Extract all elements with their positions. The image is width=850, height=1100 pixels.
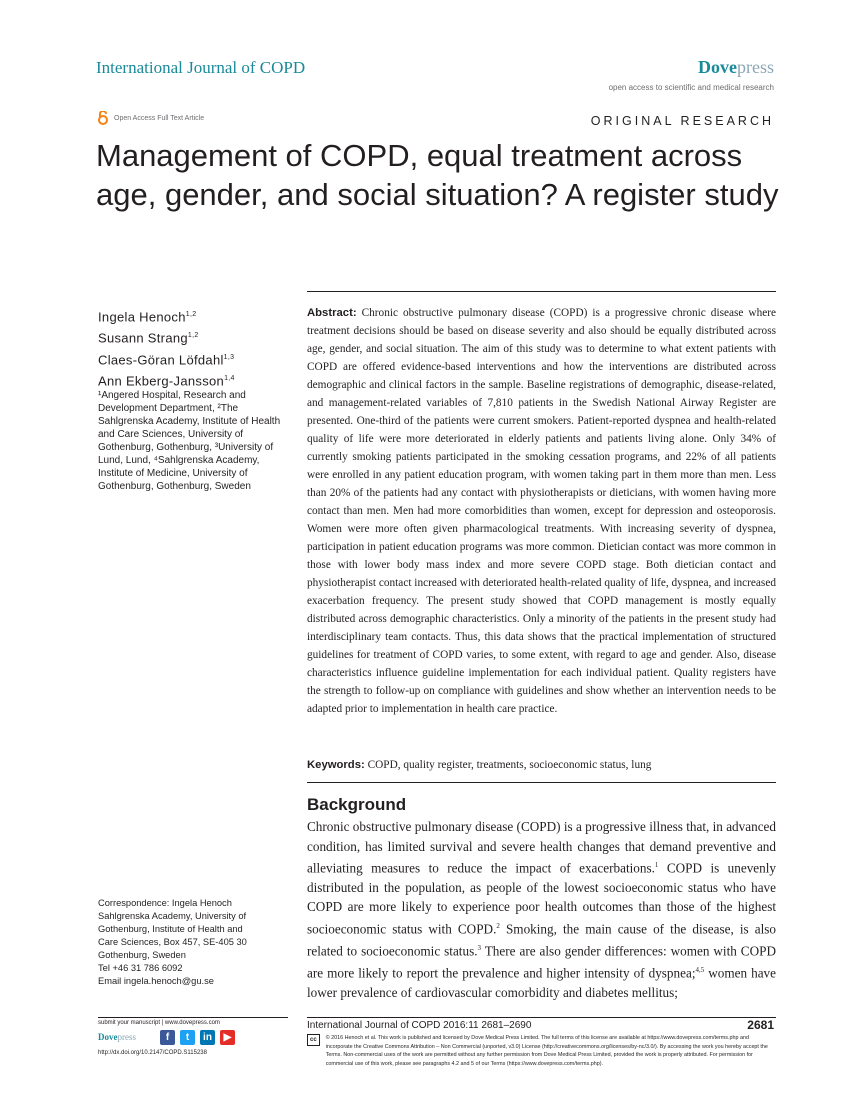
journal-name[interactable]: International Journal of COPD bbox=[96, 58, 306, 77]
correspondence: Correspondence: Ingela Henoch Sahlgrenska Academy, University of Gothenburg, Institute of Health and Care Sciences, Box 457, SE-405 30 Gothenburg, Sweden Tel +46 31 786 6092 Email ingela.henoch@gu.se bbox=[98, 897, 288, 988]
license-notice: cc © 2016 Henoch et al. This work is published and licensed by Dove Medical Press Limited. The full terms of this license are available at https://www.dovepress.com/terms.php and incorporate the Creative Commons Attribution – Non Commercial (unported, v3.0) License (http://creativecommons.org/licenses/by-nc/3.0/). By accessing the work you hereby accept the Terms. Non-commercial uses of the work are permitted without any further permission from Dove Medical Press Limited, provided the work is properly attributed. For permission for commercial use of this work, please see paragraphs 4.2 and 5 of our Terms (https://www.dovepress.com/terms.php). bbox=[307, 1034, 776, 1068]
open-access-label: Open Access Full Text Article bbox=[98, 111, 204, 125]
body-paragraph: Chronic obstructive pulmonary disease (COPD) is a progressive illness that, in advanced condition, has limited survival and severe health changes that demand preventive and alleviating measures to reduce the impact of exacerbations.$^1$ COPD is unevenly distributed in the population, as people of the lowest socioeconomic status who have COPD are more likely to experience poor health outcomes than those of the highest socioeconomic status with COPD.$^2$ Smoking, the main cause of the disease, is also related to socioeconomic status.$^3$ There are also gender differences: women with COPD are more likely to report the prevalence and higher intensity of dyspnea;$^{4,5}$ women have lower prevalence of cardiovascular comorbidity and diabetes mellitus; bbox=[307, 819, 777, 1000]
page-number: 2681 bbox=[747, 1018, 774, 1032]
facebook-icon[interactable]: f bbox=[160, 1030, 175, 1045]
article-type: ORIGINAL RESEARCH bbox=[590, 114, 774, 128]
journal-citation: International Journal of COPD 2016:11 2681–2690 bbox=[307, 1020, 532, 1031]
keywords: Keywords: COPD, quality register, treatments, socioeconomic status, lung bbox=[307, 759, 652, 771]
divider bbox=[307, 782, 776, 783]
social-links bbox=[160, 1030, 235, 1045]
citation-ref[interactable]: 3 bbox=[477, 943, 481, 952]
abstract-label: Abstract: bbox=[307, 307, 357, 319]
twitter-icon[interactable]: t bbox=[180, 1030, 195, 1045]
divider bbox=[98, 1017, 288, 1018]
author: Ann Ekberg-Jansson$^{1,4}$ bbox=[98, 373, 235, 389]
abstract bbox=[307, 304, 776, 718]
email-link[interactable]: Email ingela.henoch@gu.se bbox=[98, 976, 214, 986]
submit-manuscript-link[interactable]: submit your manuscript | www.dovepress.com bbox=[98, 1020, 220, 1026]
author: Claes-Göran Löfdahl$^{1,3}$ bbox=[98, 351, 235, 367]
abstract-text: Chronic obstructive pulmonary disease (COPD) is a progressive chronic disease where treatment decisions should be based on disease severity and also should be equally distributed across age, gender, and social situation. The aim of this study was to determine to what extent patients with COPD are offered evidence-based interventions and how the interventions are distributed across demographic and clinical factors in the sample. Baseline registrations of demographic, disease-related, and management-related variables of 7,810 patients in the Swedish National Airway Register are presented. One-third of the patients were current smokers. Patient-reported dyspnea and health-related quality of life were more deteriorated in elderly patients and patients living alone. Only 34% of currently smoking patients participated in the smoking cessation programs, and 22% of all patients were enrolled in any patient education program, with women taking part in them more than men. Less than 20% of the patients had any contact with physiotherapists or dieticians, with women having more contact than men. Men had more comorbidities than women, except for depression and osteoporosis. Women were more often given pharmacological treatments. With increasing severity of dyspnea, participation in patient education programs was more common. Dietician contact was more common in those with lower body mass index and more severe COPD stage. Both dietician contact and physiotherapist contact increased with deteriorated health-related quality of life, dyspnea, and increased exacerbation frequency. The present study showed that COPD management is mostly equally distributed across demographic characteristics. Only a minority of the patients in the present study had interdisciplinary team contacts. Thus, this data shows that the practical implementation of structured guidelines for treatment of COPD varies, to some extent, with regard to age and gender. Also, disease characteristics influence guideline implementation for each individual patient. Quality registers have the strength to follow-up on compliance with guidelines and show whether an intervention needs to be adapted prior to implementation in health care practice. bbox=[307, 307, 777, 715]
creative-commons-icon[interactable]: cc bbox=[307, 1034, 320, 1046]
open-access-icon bbox=[98, 111, 108, 125]
divider bbox=[307, 1017, 776, 1018]
divider bbox=[307, 291, 776, 292]
doi-link[interactable]: http://dx.doi.org/10.2147/COPD.S115238 bbox=[98, 1050, 207, 1056]
citation-ref[interactable]: 4,5 bbox=[695, 965, 705, 974]
author-list bbox=[98, 305, 288, 390]
article-title: Management of COPD, equal treatment across age, gender, and social situation? A register study bbox=[96, 138, 779, 212]
keywords-label: Keywords: bbox=[307, 759, 365, 771]
section-heading: Background bbox=[307, 795, 407, 814]
citation-ref[interactable]: 1 bbox=[654, 861, 659, 869]
linkedin-icon[interactable]: in bbox=[200, 1030, 215, 1045]
publisher-logo-small[interactable]: Dovepress bbox=[98, 1032, 136, 1042]
author: Susann Strang$^{1,2}$ bbox=[98, 330, 199, 346]
author: Ingela Henoch$^{1,2}$ bbox=[98, 309, 197, 325]
publisher-logo[interactable]: Dovepress bbox=[698, 57, 774, 77]
publisher-tagline: open access to scientific and medical research bbox=[608, 83, 774, 92]
affiliations: ¹Angered Hospital, Research and Development Department, ²The Sahlgrenska Academy, Institute of Health and Care Sciences, University of Gothenburg, Gothenburg, ³University of Lund, Lund, ⁴Sahlgrenska Academy, Institute of Medicine, University of Gothenburg, Gothenburg, Sweden bbox=[98, 390, 281, 492]
youtube-icon[interactable]: ▶ bbox=[220, 1030, 235, 1045]
citation-ref[interactable]: 2 bbox=[496, 921, 500, 930]
